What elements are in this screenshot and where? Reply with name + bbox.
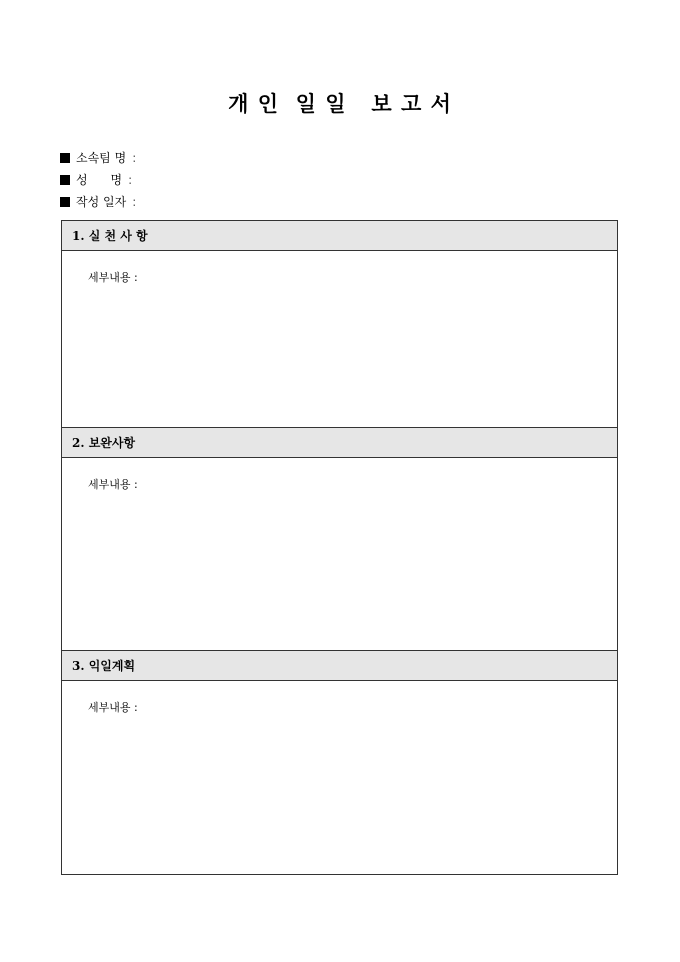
section-body-practice[interactable] <box>62 251 617 427</box>
detail-label: 세부내용 : <box>88 701 138 714</box>
detail-label: 세부내용 : <box>88 271 138 284</box>
info-colon: : <box>128 173 133 187</box>
info-colon: : <box>132 195 137 209</box>
detail-label: 세부내용 : <box>88 478 138 491</box>
info-name <box>60 173 132 187</box>
info-label: 작성 일자 <box>76 195 127 209</box>
section-heading-next-day-plan: 3. 익일계획 <box>62 650 617 681</box>
square-bullet-icon <box>60 197 70 207</box>
info-colon: : <box>132 151 137 165</box>
section-heading-practice: 1. 실 천 사 항 <box>62 221 617 251</box>
section-heading-improvement: 2. 보완사항 <box>62 427 617 458</box>
square-bullet-icon <box>60 153 70 163</box>
square-bullet-icon <box>60 175 70 185</box>
info-team-name <box>60 151 136 165</box>
section-body-improvement[interactable] <box>62 458 617 650</box>
report-table <box>61 220 618 875</box>
info-label: 소속팀 명 <box>76 151 127 165</box>
info-date <box>60 195 136 209</box>
section-body-next-day-plan[interactable] <box>62 681 617 874</box>
info-label: 성 명 <box>76 173 123 187</box>
document-title: 개 인 일 일 보 고 서 <box>228 91 452 116</box>
